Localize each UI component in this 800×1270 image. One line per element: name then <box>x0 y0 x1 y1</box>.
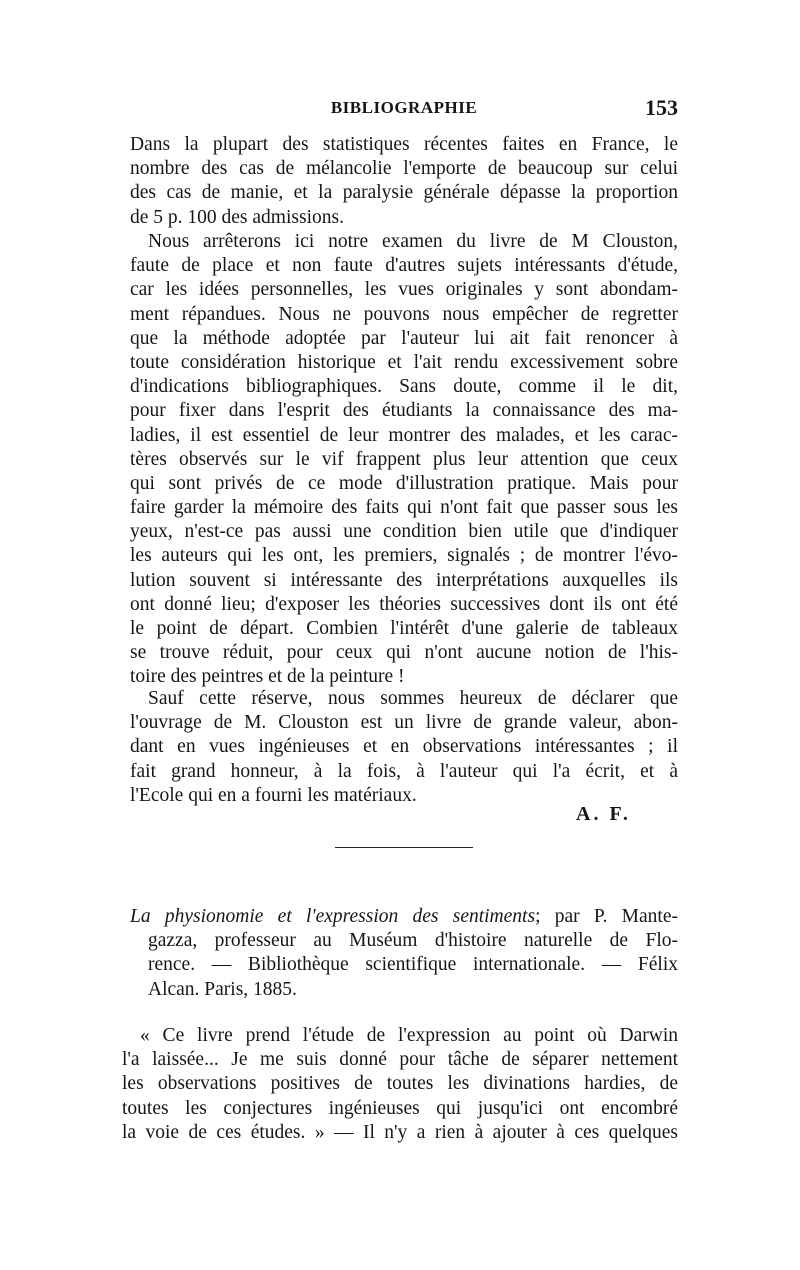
text-line: les observations positives de toutes les divinations hardies, de <box>122 1073 678 1095</box>
text-line: le point de départ. Combien l'intérêt d'une galerie de tableaux <box>130 618 678 639</box>
text-line: lution souvent si intéressante des interprétations auxquelles ils <box>130 569 678 591</box>
section-divider <box>335 847 473 848</box>
text-line: faire garder la mémoire des faits qui n'ont fait que passer sous les <box>130 497 678 519</box>
running-header <box>130 95 678 124</box>
text-line: de 5 p. 100 des admissions. <box>130 206 344 228</box>
text-line: ment répandues. Nous ne pouvons nous empêcher de regretter <box>130 303 678 325</box>
text-line: ont donné lieu; d'exposer les théories successives dont ils ont été <box>130 593 678 615</box>
text-line: « Ce livre prend l'étude de l'expression au point où Darwin <box>140 1025 678 1046</box>
text-line: se trouve réduit, pour ceux qui n'ont aucune notion de l'his- <box>130 642 678 664</box>
paragraph-1 <box>130 133 678 230</box>
text-line: Nous arrêterons ici notre examen du livre de M Clouston, <box>148 231 678 252</box>
text-line: les auteurs qui les ont, les premiers, signalés ; de montrer l'évo- <box>130 545 678 567</box>
text-line: toute considération historique et l'ait rendu excessivement sobre <box>130 351 678 373</box>
paragraph-4 <box>122 1024 678 1145</box>
text-line: Dans la plupart des statistiques récentes faites en France, le <box>130 134 678 155</box>
text-line: des cas de manie, et la paralysie générale dépasse la proportion <box>130 182 678 204</box>
text-line: ladies, il est essentiel de leur montrer des malades, et les carac- <box>130 424 678 446</box>
text-line: car les idées personnelles, les vues originales y sont abondam- <box>130 279 678 301</box>
text-line: l'a laissée... Je me suis donné pour tâche de séparer nettement <box>122 1049 678 1071</box>
text-line: faute de place et non faute d'autres sujets intéressants d'étude, <box>130 255 678 277</box>
text-line: dant en vues ingénieuses et en observations intéressantes ; il <box>130 736 678 758</box>
review-heading <box>130 905 678 1002</box>
text-line: fait grand honneur, à la fois, à l'auteur qui l'a écrit, et à <box>130 760 678 782</box>
book-title: La physionomie et l'expression des sentiments <box>130 906 536 927</box>
text-line: yeux, n'est-ce pas aussi une condition bien utile que d'indiquer <box>130 521 678 543</box>
text-line: l'ouvrage de M. Clouston est un livre de grande valeur, abon- <box>130 712 678 734</box>
paragraph-2 <box>130 230 678 690</box>
text-line: la voie de ces études. » — Il n'y a rien à ajouter à ces quelques <box>122 1121 678 1143</box>
text-line: l'Ecole qui en a fourni les matériaux. <box>130 784 417 806</box>
header-title: BIBLIOGRAPHIE <box>330 98 478 117</box>
text-line: gazza, professeur au Muséum d'histoire naturelle de Flo- <box>148 930 678 952</box>
book-author: ; par P. Mante- <box>535 906 678 927</box>
text-line: Alcan. Paris, 1885. <box>148 978 297 1000</box>
text-line: rence. — Bibliothèque scientifique internationale. — Félix <box>148 954 678 976</box>
text-line: pour fixer dans l'esprit des étudiants la connaissance des ma- <box>130 400 678 422</box>
text-line: tères observés sur le vif frappent plus leur attention que ceux <box>130 448 678 470</box>
text-line: Sauf cette réserve, nous sommes heureux de déclarer que <box>148 688 678 709</box>
text-line: que la méthode adoptée par l'auteur lui ait fait renoncer à <box>130 327 678 349</box>
text-line: qui sont privés de ce mode d'illustration pratique. Mais pour <box>130 472 678 494</box>
paragraph-3 <box>130 687 678 808</box>
author-signature: A. F. <box>576 803 631 825</box>
text-line: toutes les conjectures ingénieuses qui jusqu'ici ont encombré <box>122 1097 678 1119</box>
review-title-line <box>130 905 678 929</box>
text-line: d'indications bibliographiques. Sans doute, comme il le dit, <box>130 376 678 398</box>
text-line: nombre des cas de mélancolie l'emporte de beaucoup sur celui <box>130 158 678 180</box>
text-line: toire des peintres et de la peinture ! <box>130 666 405 688</box>
page-number: 153 <box>645 95 678 120</box>
